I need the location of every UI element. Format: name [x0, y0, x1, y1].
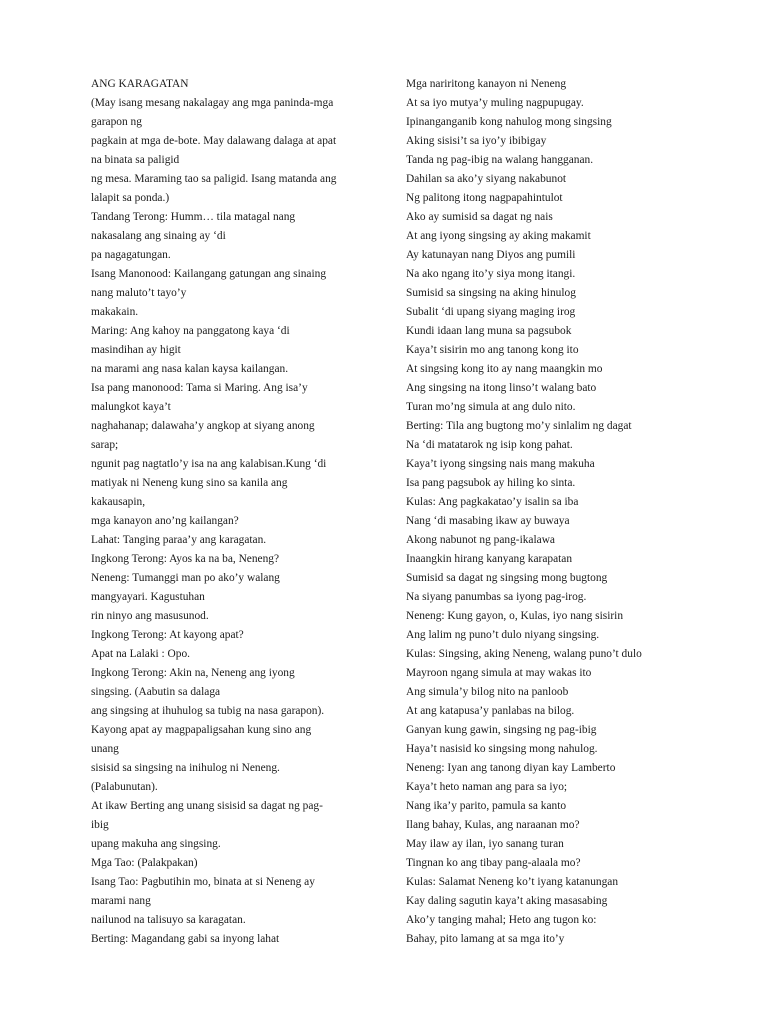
left-column-line: pagkain at mga de-bote. May dalawang dalaga at apat [91, 135, 337, 147]
right-column-line: Aking sisisi’t sa iyo’y ibibigay [406, 135, 547, 147]
left-column-line: At ikaw Berting ang unang sisisid sa dagat ng pag- [91, 800, 323, 812]
right-column-line: Neneng: Iyan ang tanong diyan kay Lamberto [406, 762, 616, 774]
right-column-line: Kulas: Ang pagkakatao’y isalin sa iba [406, 496, 579, 508]
left-column-line: ANG KARAGATAN [91, 78, 189, 90]
left-column-line: singsing. (Aabutin sa dalaga [91, 686, 221, 698]
right-column-line: Ang simula’y bilog nito na panloob [406, 686, 569, 698]
right-column-line: Neneng: Kung gayon, o, Kulas, iyo nang sisirin [406, 610, 624, 622]
left-column-line: Tandang Terong: Humm… tila matagal nang [91, 211, 296, 223]
right-column-line: At ang iyong singsing ay aking makamit [406, 230, 591, 242]
left-column-line: Neneng: Tumanggi man po ako’y walang [91, 572, 280, 584]
left-column-line: naghahanap; dalawaha’y angkop at siyang anong [91, 420, 315, 432]
left-column-line: nang maluto’t tayo’y [91, 287, 187, 299]
left-column-line: Ingkong Terong: Akin na, Neneng ang iyong [91, 667, 295, 679]
left-column-line: Isa pang manonood: Tama si Maring. Ang isa’y [91, 382, 308, 394]
left-column-line: sisisid sa singsing na inihulog ni Neneng. [91, 762, 280, 774]
right-column-line: Mga nariritong kanayon ni Neneng [406, 78, 567, 90]
left-column-line: upang makuha ang singsing. [91, 838, 221, 850]
left-column-line: Berting: Magandang gabi sa inyong lahat [91, 933, 280, 945]
right-column-line: Ako ay sumisid sa dagat ng nais [406, 211, 553, 223]
left-column-line: nailunod na talisuyo sa karagatan. [91, 914, 246, 926]
right-column-line: Turan mo’ng simula at ang dulo nito. [406, 401, 576, 413]
left-column-line: Ingkong Terong: At kayong apat? [91, 629, 244, 641]
right-column-line: Tingnan ko ang tibay pang-alaala mo? [406, 857, 581, 869]
right-column-line: Sumisid sa singsing na aking hinulog [406, 287, 576, 299]
left-column-line: Apat na Lalaki : Opo. [91, 648, 191, 660]
left-column-line: malungkot kaya’t [91, 401, 171, 413]
right-column-line: Ay katunayan nang Diyos ang pumili [406, 249, 576, 261]
right-column-line: Ganyan kung gawin, singsing ng pag-ibig [406, 724, 597, 736]
left-column-line: Lahat: Tanging paraa’y ang karagatan. [91, 534, 267, 546]
right-column-line: May ilaw ay ilan, iyo sanang turan [406, 838, 564, 850]
left-column-line: Kayong apat ay magpapaligsahan kung sino ang [91, 724, 312, 736]
right-column-line: At singsing kong ito ay nang maangkin mo [406, 363, 603, 375]
right-column-line: Na ‘di matatarok ng isip kong pahat. [406, 439, 573, 451]
left-column-line: mangyayari. Kagustuhan [91, 591, 205, 603]
right-column-line: Nang ‘di masabing ikaw ay buwaya [406, 515, 570, 527]
right-column-line: Nang ika’y parito, pamula sa kanto [406, 800, 567, 812]
left-column-line: (May isang mesang nakalagay ang mga paninda-mga [91, 97, 334, 109]
right-column-line: Kundi idaan lang muna sa pagsubok [406, 325, 572, 337]
right-column-line: Ang singsing na itong linso’t walang bato [406, 382, 597, 394]
right-column-line: Kaya’t iyong singsing nais mang makuha [406, 458, 595, 470]
left-column [91, 75, 381, 949]
right-column-line: Haya’t nasisid ko singsing mong nahulog. [406, 743, 598, 755]
right-column-line: Ng palitong itong nagpapahintulot [406, 192, 563, 204]
right-column-line: At sa iyo mutya’y muling nagpupugay. [406, 97, 584, 109]
left-column-line: masindihan ay higit [91, 344, 181, 356]
left-column-line: ibig [91, 819, 109, 831]
right-column-line: Mayroon ngang simula at may wakas ito [406, 667, 592, 679]
right-column-line: Ilang bahay, Kulas, ang naraanan mo? [406, 819, 580, 831]
right-column-line: Bahay, pito lamang at sa mga ito’y [406, 933, 565, 945]
left-column-line: marami nang [91, 895, 151, 907]
left-column-line: ngunit pag nagtatlo’y isa na ang kalabisan.Kung ‘di [91, 458, 327, 470]
right-column-line: Berting: Tila ang bugtong mo’y sinlalim ng dagat [406, 420, 632, 432]
right-column-line: Kulas: Salamat Neneng ko’t iyang katanungan [406, 876, 619, 888]
left-column-line: Maring: Ang kahoy na panggatong kaya ‘di [91, 325, 290, 337]
left-column-line: kakausapin, [91, 496, 146, 508]
left-column-line: ang singsing at ihuhulog sa tubig na nasa garapon). [91, 705, 325, 717]
left-column-line: Isang Tao: Pagbutihin mo, binata at si Neneng ay [91, 876, 315, 888]
right-column-line: Kaya’t sisirin mo ang tanong kong ito [406, 344, 579, 356]
left-column-line: (Palabunutan). [91, 781, 158, 793]
right-column-line: Kaya’t heto naman ang para sa iyo; [406, 781, 568, 793]
right-column-line: Ang lalim ng puno’t dulo niyang singsing. [406, 629, 600, 641]
right-column-line: Na ako ngang ito’y siya mong itangi. [406, 268, 576, 280]
left-column-line: makakain. [91, 306, 139, 318]
left-column-line: na binata sa paligid [91, 154, 180, 166]
left-column-line: na marami ang nasa kalan kaysa kailangan. [91, 363, 289, 375]
left-column-line: unang [91, 743, 119, 755]
left-column-line: mga kanayon ano’ng kailangan? [91, 515, 239, 527]
left-column-line: Isang Manonood: Kailangang gatungan ang sinaing [91, 268, 327, 280]
right-column-line: Dahilan sa ako’y siyang nakabunot [406, 173, 567, 185]
right-column-line: Inaangkin hirang kanyang karapatan [406, 553, 573, 565]
left-column-line: lalapit sa ponda.) [91, 192, 170, 204]
left-column-line: rin ninyo ang masusunod. [91, 610, 209, 622]
left-column-line: ng mesa. Maraming tao sa paligid. Isang matanda ang [91, 173, 337, 185]
right-column-line: Isa pang pagsubok ay hiling ko sinta. [406, 477, 576, 489]
right-column-line: Kulas: Singsing, aking Neneng, walang puno’t dulo [406, 648, 642, 660]
left-column-line: nakasalang ang sinaing ay ‘di [91, 230, 226, 242]
right-column-line: Ako’y tanging mahal; Heto ang tugon ko: [406, 914, 597, 926]
left-column-line: pa nagagatungan. [91, 249, 171, 261]
left-column-line: matiyak ni Neneng kung sino sa kanila ang [91, 477, 288, 489]
right-column-line: Kay daling sagutin kaya’t aking masasabing [406, 895, 608, 907]
left-column-line: Mga Tao: (Palakpakan) [91, 857, 198, 869]
right-column-line: Akong nabunot ng pang-ikalawa [406, 534, 555, 546]
left-column-line: garapon ng [91, 116, 142, 128]
right-column-line: At ang katapusa’y panlabas na bilog. [406, 705, 575, 717]
right-column [406, 75, 706, 949]
right-column-line: Tanda ng pag-ibig na walang hangganan. [406, 154, 594, 166]
right-column-line: Na siyang panumbas sa iyong pag-irog. [406, 591, 587, 603]
right-column-line: Sumisid sa dagat ng singsing mong bugtong [406, 572, 608, 584]
right-column-line: Subalit ‘di upang siyang maging irog [406, 306, 576, 318]
left-column-line: sarap; [91, 439, 119, 451]
left-column-line: Ingkong Terong: Ayos ka na ba, Neneng? [91, 553, 280, 565]
right-column-line: Ipinanganganib kong nahulog mong singsing [406, 116, 612, 128]
